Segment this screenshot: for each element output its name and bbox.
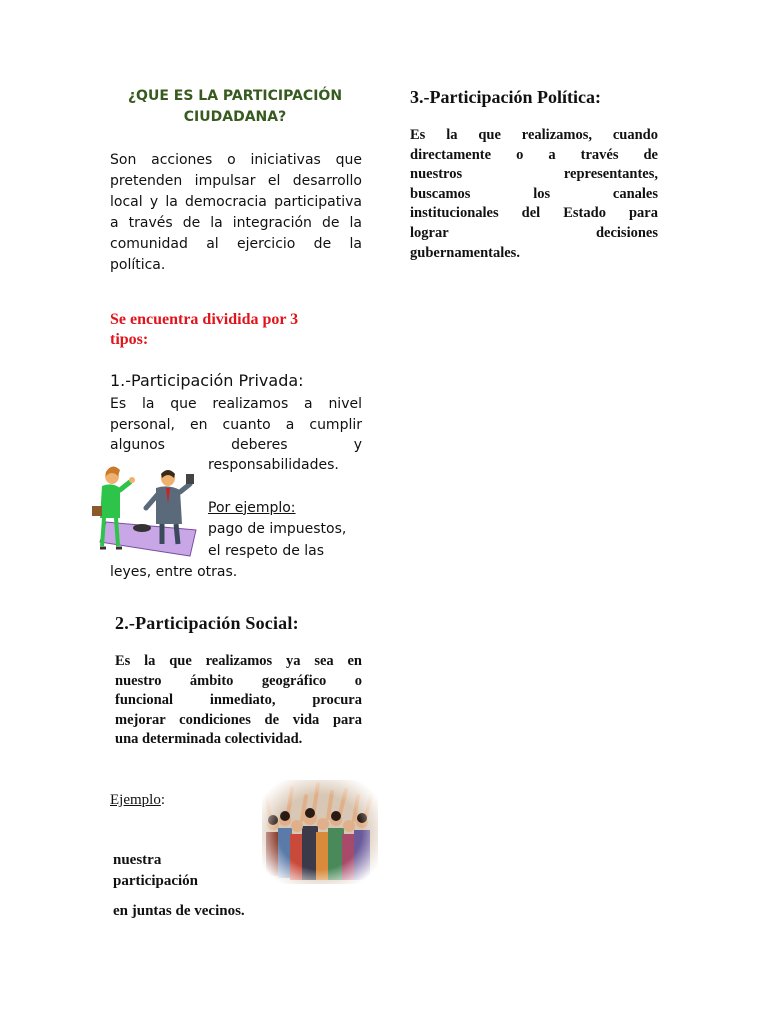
intro-line: comunidad al ejercicio de la (110, 236, 362, 252)
social-line: Es la que realizamos ya sea en (115, 653, 362, 669)
private-line: Es la que realizamos a nivel (110, 396, 362, 412)
private-participation-heading: 1.-Participación Privada: (110, 371, 304, 390)
private-example-tail: leyes, entre otras. (110, 564, 238, 580)
private-participation-text (110, 394, 362, 456)
social-line: funcional inmediato, procura (115, 692, 362, 708)
social-line: una determinada colectividad. (115, 731, 303, 747)
tax-payment-clipart (86, 462, 210, 558)
political-line: lograr decisiones (410, 224, 658, 241)
social-example-label (110, 792, 165, 809)
social-example-line: participación (113, 873, 198, 889)
private-line: personal, en cuanto a cumplir (110, 416, 362, 433)
private-line: algunos deberes y (110, 437, 362, 453)
intro-line: pretenden impulsar el desarrollo (110, 173, 362, 189)
title-line: ¿QUE ES LA PARTICIPACIÓN (127, 88, 343, 104)
types-heading-line: tipos: (110, 331, 149, 348)
social-participation-heading: 2.-Participación Social: (115, 613, 299, 633)
intro-line: local y la democracia participativa (110, 194, 362, 210)
political-line: directamente o a través de (410, 146, 658, 163)
political-participation-heading: 3.-Participación Política: (410, 87, 601, 107)
intro-line: Son acciones o iniciativas que (110, 152, 362, 168)
page-title (110, 86, 360, 128)
political-line: buscamos los canales (410, 185, 658, 202)
types-heading (110, 310, 360, 350)
social-example-line: nuestra (113, 852, 162, 868)
private-participation-continuation (208, 455, 368, 562)
social-example-text (113, 850, 198, 892)
political-line: institucionales del Estado para (410, 205, 658, 222)
example-label: Por ejemplo: (208, 499, 296, 516)
political-participation-text (410, 126, 658, 263)
social-example-colon: : (160, 792, 165, 808)
example-line: el respeto de las (208, 542, 325, 559)
title-line: CIUDADANA? (183, 109, 287, 125)
intro-line: a través de la integración de la (110, 215, 362, 231)
political-line: gubernamentales. (410, 244, 520, 261)
social-line: mejorar condiciones de vida para (115, 711, 362, 728)
social-participation-text (115, 652, 362, 750)
social-example-tail: en juntas de vecinos. (113, 903, 245, 919)
political-line: Es la que realizamos, cuando (410, 127, 658, 143)
social-line: nuestro ámbito geográfico o (115, 672, 362, 689)
example-line: pago de impuestos, (208, 521, 347, 537)
types-heading-line: Se encuentra dividida por 3 (110, 311, 299, 328)
intro-line: política. (110, 257, 166, 273)
intro-paragraph (110, 150, 362, 276)
crowd-raising-hands-image (262, 780, 378, 884)
responsibilities-line: responsabilidades. (208, 457, 339, 473)
political-line: nuestros representantes, (410, 166, 658, 183)
social-example-word: Ejemplo (110, 792, 161, 808)
